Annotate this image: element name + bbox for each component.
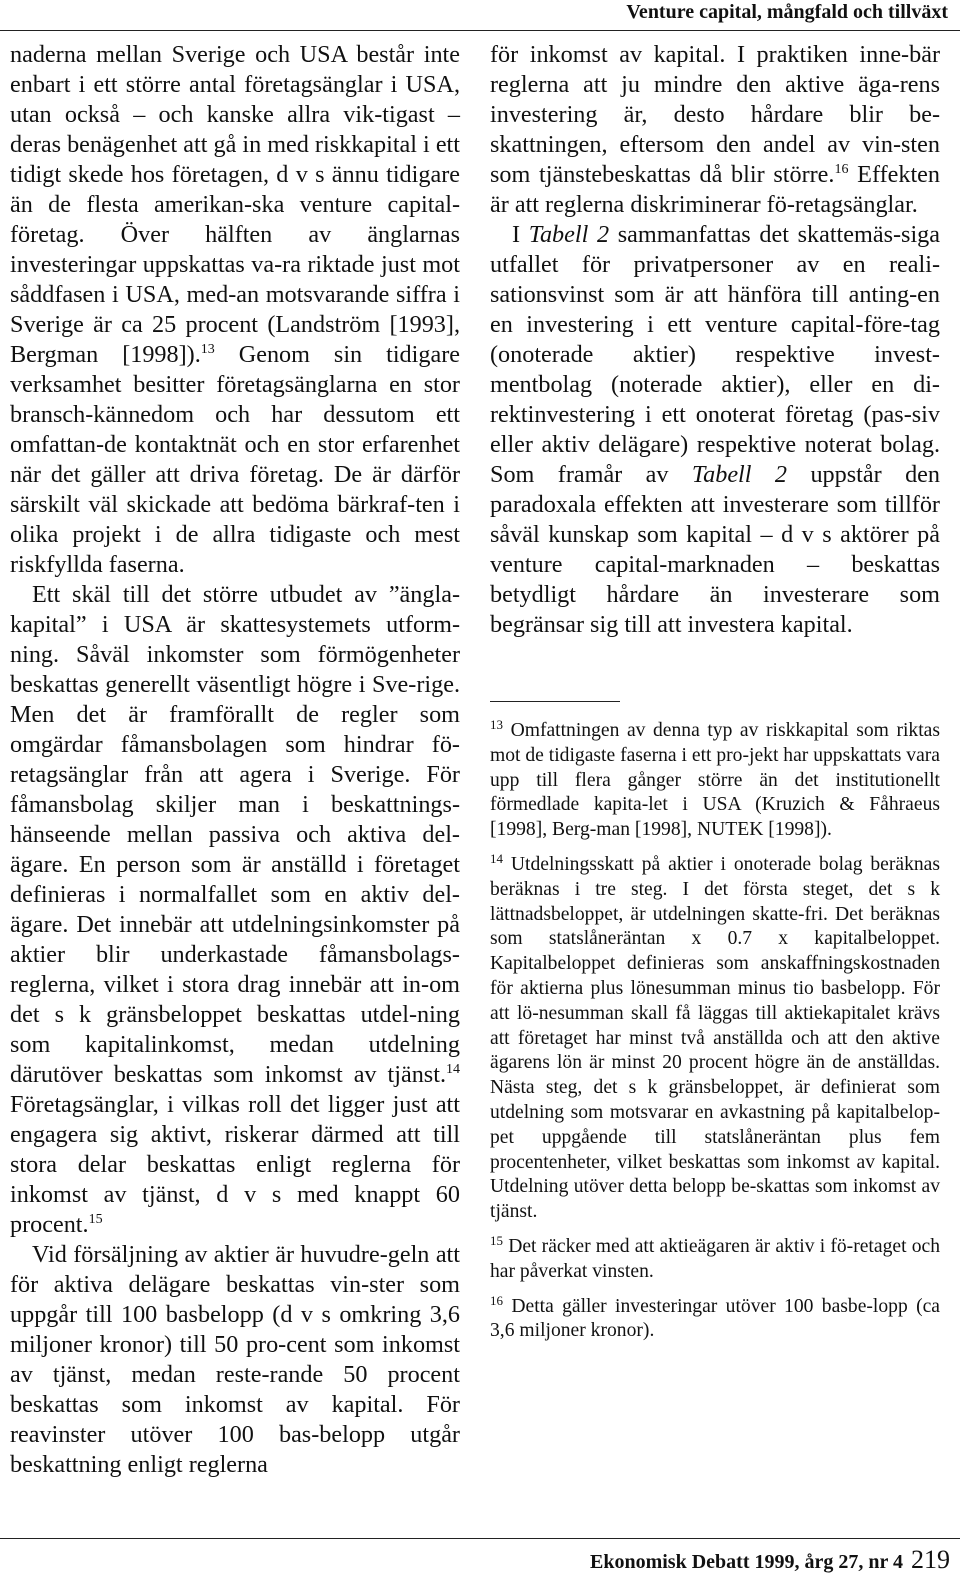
journal-citation: Ekonomisk Debatt 1999, årg 27, nr 4	[590, 1551, 903, 1573]
footnote-separator	[490, 701, 620, 702]
footnote-13: $^{13}$ Omfattningen av denna typ av riskkapital som riktas mot de tidigaste faserna i ett pro-jekt har uppskattats vara upp till flera gånger större än det institutionellt förmedlade kapita-let i USA (Kruzich & Fåhraeus [1998], Berg-man [1998], NUTEK [1998]).	[490, 717, 940, 841]
paragraph: naderna mellan Sverige och USA består inte enbart i ett större antal företagsänglar i USA, utan också – och kanske allra vik-tigast – deras benägenhet att gå in med riskkapital i ett tidigt skede hos företagen, d v s ännu tidigare än de flesta amerikan-ska venture capital-företag. Över hälften av änglarnas investeringar uppskattas va-ra riktade just mot såddfasen i USA, med-an motsvarande siffra i Sverige är ca 25 procent (Landström [1993], Bergman [1998]).$^{13}$ Genom sin tidigare verksamhet besitter företagsänglarna en stor bransch-kännedom och har dessutom ett omfattan-de kontaktnät och en stor erfarenhet när det gäller att driva företag. De är därför särskilt väl skickade att bedöma bärkraf-ten i olika projekt i de allra tidigaste och mest riskfyllda faserna.	[10, 41, 460, 578]
paragraph: Ett skäl till det större utbudet av ”ängla-kapital” i USA är skattesystemets utform-ning. Såväl inkomster som förmögenheter beskattas generellt väsentligt högre i Sve-rige. Men det är framförallt de regler som omgärdar fåmansbolagen som hindrar fö-retagsänglar från att agera i Sverige. För fåmansbolag skiljer man i beskattnings-hänseende mellan passiva och aktiva del-ägare. En person som är anställd i företaget definieras i normalfallet som en aktiv del-ägare. Det innebär att utdelningsinkomster på aktier blir underkastade fåmansbolags-reglerna, vilket i stora drag innebär att in-om det s k gränsbeloppet beskattas utdel-ning som kapitalinkomst, medan utdelning därutöver beskattas som inkomst av tjänst.$^{14}$ Företagsänglar, i vilkas roll det ligger just att engagera sig aktivt, riskerar därmed att till stora delar beskattas enligt reglerna för inkomst av tjänst, d v s med knappt 60 procent.$^{15}$	[10, 581, 460, 1238]
left-column	[10, 40, 460, 1480]
footnote-ref-13[interactable]: 13	[200, 342, 215, 357]
table-reference: Tabell 2	[528, 221, 610, 248]
header-rule	[0, 30, 960, 31]
footnote-ref-16[interactable]: 16	[834, 162, 849, 177]
running-header-title: Venture capital, mångfald och tillväxt	[626, 1, 948, 23]
table-reference: Tabell 2	[691, 461, 788, 488]
paragraph: I Tabell 2 sammanfattas det skattemäs-siga utfallet för privatpersoner av en reali-sationsvinst som är att hänföra till anting-en en investering i ett venture capital-före-tag (onoterade aktier) respektive invest-mentbolag (noterade aktier), eller en di-rektinvestering i ett onoterat företag (pas-siv eller aktiv delägare) respektive noterat bolag. Som framår av Tabell 2 uppstår den paradoxala effekten att investerare som tillför såväl kunskap som kapital – d v s aktörer på venture capital-marknaden – beskattas betydligt hårdare än investerare som begränsar sig till att investera kapital.	[490, 221, 940, 638]
paragraph: Vid försäljning av aktier är huvudre-geln att för aktiva delägare beskattas vin-ster som uppgår till 100 basbelopp (d v s omkring 3,6 miljoner kronor) till 50 pro-cent som inkomst av tjänst, medan reste-rande 50 procent beskattas som inkomst av kapital. För reavinster utöver 100 bas-belopp utgår beskattning enligt reglerna	[10, 1241, 460, 1478]
page-number: 219	[911, 1545, 950, 1574]
page-footer	[590, 1545, 950, 1577]
paragraph: för inkomst av kapital. I praktiken inne-bär reglerna att ju mindre den aktive äga-rens investering är, desto hårdare blir be-skattningen, eftersom den andel av vin-sten som tjänstebeskattas då blir större.$^{16}$ Effekten är att reglerna diskriminerar fö-retagsänglar.	[490, 41, 940, 218]
footer-rule	[0, 1538, 960, 1539]
footnote-16: $^{16}$ Detta gäller investeringar utöver 100 basbe-lopp (ca 3,6 miljoner kronor).	[490, 1292, 940, 1342]
footnote-14: $^{14}$ Utdelningsskatt på aktier i onoterade bolag beräknas beräknas i tre steg. I det första steget, det s k lättnadsbeloppet, är utdelningen skatte-fri. Det beräknas som statslåneräntan x 0.7 x kapitalbeloppet. Kapitalbeloppet definieras som anskaffningskostnaden för aktierna plus lönesumman minus tio basbelopp. För att lö-nesumman skall få läggas till aktiekapitalet krävs att företaget har minst två anställda och att den aktive ägarens lön är minst 20 procent högre än de anställdas. Nästa steg, det s k gränsbeloppet, är definierat som utdelning som motsvarar en avkastning på kapitalbelop-pet uppgående till statslåneräntan plus fem procentenheter, vilket beskattas som inkomst av kapital. Utdelning utöver detta belopp be-skattas som inkomst av tjänst.	[490, 850, 940, 1223]
footnote-15: $^{15}$ Det räcker med att aktieägaren är aktiv i fö-retaget och har påverkat vinsten.	[490, 1232, 940, 1282]
right-column	[490, 40, 940, 640]
footnote-ref-14[interactable]: 14	[446, 1062, 460, 1077]
footnote-ref-15[interactable]: 15	[88, 1212, 103, 1227]
footnotes	[490, 719, 940, 1354]
